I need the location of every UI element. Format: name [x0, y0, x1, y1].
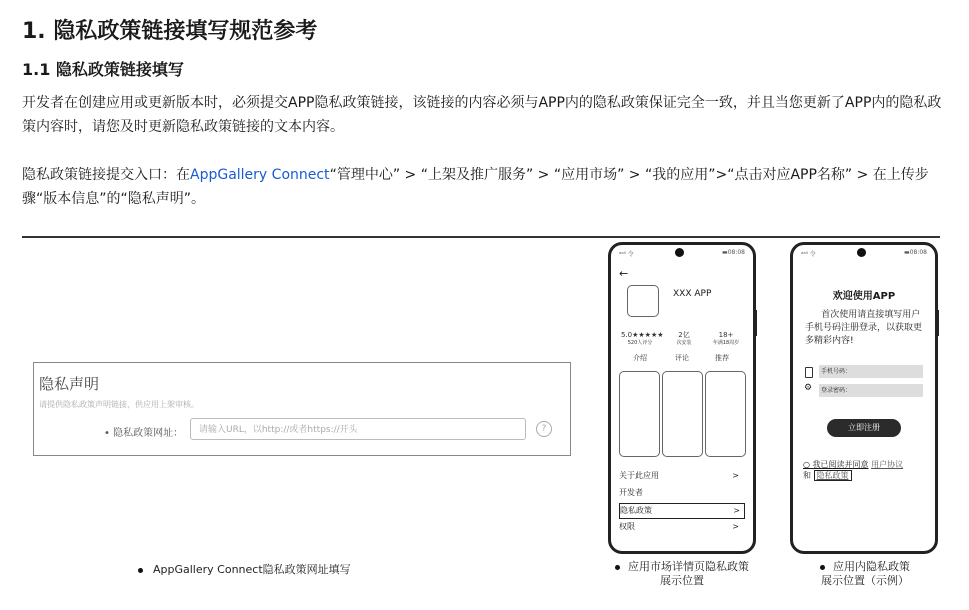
screenshot-tile: [705, 371, 746, 457]
app-name: XXX APP: [673, 289, 712, 299]
entry-prefix: 隐私政策链接提交入口：在: [22, 167, 190, 183]
caption-form: AppGallery Connect隐私政策网址填写: [138, 563, 351, 577]
camera-icon: [857, 248, 866, 257]
caption-in-app: 应用内隐私政策 展示位置（示例）: [821, 560, 910, 587]
divider: [22, 236, 940, 238]
intro-paragraph: 开发者在创建应用或更新版本时，必须提交APP隐私政策链接，该链接的内容必须与APP内的隐私政策保证完全一致，并且当您更新了APP内的隐私政策内容时，请您及时更新隐私政策链接的文本内容。: [22, 95, 942, 135]
app-market-phone: [608, 242, 756, 554]
section-title: 1.1 隐私政策链接填写: [22, 60, 184, 79]
caption-app-market: 应用市场详情页隐私政策 展示位置: [592, 560, 772, 588]
tab-recommend[interactable]: 推荐: [715, 354, 729, 362]
in-app-phone: [790, 242, 938, 554]
phone-number-field[interactable]: 手机号码：: [819, 365, 923, 378]
user-agreement-link[interactable]: 用户协议: [871, 460, 904, 469]
stat-installs: 2亿 次安装: [676, 331, 692, 346]
back-icon[interactable]: ←: [619, 267, 629, 280]
appgallery-connect-link[interactable]: AppGallery Connect: [190, 167, 330, 183]
signal-icon: ᵃᵃˡˡ 令: [619, 251, 634, 258]
phone-icon: [805, 367, 813, 378]
stat-age: 18+ 年满18周岁: [712, 331, 740, 346]
phone-side-button: [936, 310, 939, 336]
privacy-url-input[interactable]: 请输入URL，以http://或者https://开头: [190, 418, 526, 440]
menu-item-developer[interactable]: 开发者: [619, 488, 643, 497]
register-button[interactable]: 立即注册: [827, 419, 901, 437]
tab-reviews[interactable]: 评论: [675, 354, 689, 362]
entry-suffix: “管理中心” > “上架及推广服务” > “应用市场” > “我的应用”>“点击对应APP名称” > 在上传步骤“版本信息”的“隐私声明”。: [22, 167, 929, 207]
screenshot-tile: [662, 371, 703, 457]
panel-hint: 请提供隐私政策声明链接，供应用上架审核。: [39, 400, 199, 409]
battery-icon: ▬08:08: [722, 249, 745, 256]
app-icon: [627, 285, 659, 317]
camera-icon: [675, 248, 684, 257]
password-field[interactable]: 登录密码：: [819, 384, 923, 397]
intro-text: 首次使用请直接填写用户手机号码注册登录，以获取更多精彩内容!: [805, 310, 923, 346]
panel-title: 隐私声明: [39, 375, 100, 393]
stat-rating: 5.0★★★★★ 520人评分: [621, 331, 664, 346]
phone-side-button: [754, 310, 757, 336]
privacy-declaration-panel: [33, 362, 571, 456]
page-title: 1. 隐私政策链接填写规范参考: [22, 19, 318, 44]
welcome-title: 欢迎使用APP: [832, 291, 896, 302]
help-icon[interactable]: ?: [536, 421, 552, 437]
privacy-policy-link[interactable]: 隐私政策: [814, 470, 852, 481]
agree-checkbox[interactable]: ○ 我已阅读并同意: [803, 460, 869, 469]
signal-icon: ᵃᵃˡˡ 令: [801, 251, 816, 258]
entry-paragraph: [22, 163, 947, 211]
privacy-url-label: • 隐私政策网址：: [104, 428, 184, 439]
agreement-text: ○ 我已阅读并同意 用户协议 和 隐私政策: [803, 460, 904, 480]
menu-item-permissions[interactable]: 权限 >: [619, 522, 739, 531]
menu-item-about[interactable]: 关于此应用 >: [619, 471, 739, 480]
screenshot-tile: [619, 371, 660, 457]
battery-icon: ▬08:08: [904, 249, 927, 256]
tab-intro[interactable]: 介绍: [633, 354, 647, 362]
menu-item-privacy-policy[interactable]: 隐私政策 >: [619, 503, 745, 519]
lock-icon: ⚙: [804, 383, 813, 393]
